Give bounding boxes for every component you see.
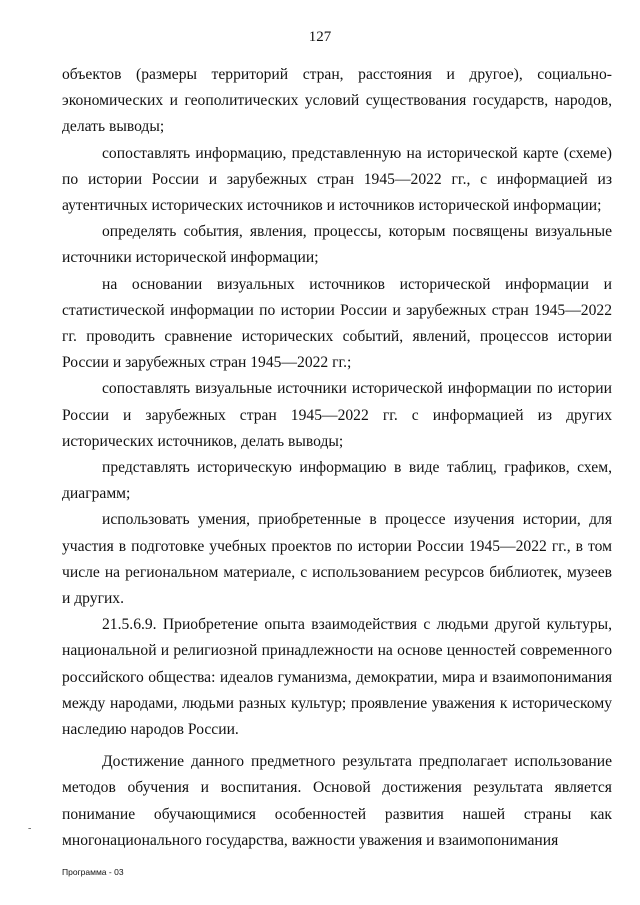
paragraph-compare-map: сопоставлять информацию, представленную на исторической карте (схеме) по истории России и зарубежных стран 1945—2022 гг., с информацией из аутентичных исторических источников и источников исторической информации; (62, 144, 612, 215)
paragraph-define-events: определять события, явления, процессы, которым посвящены визуальные источники исторической информации; (62, 223, 612, 267)
paragraph-present-info: представлять историческую информацию в виде таблиц, графиков, схем, диаграмм; (62, 459, 612, 503)
paragraph-visual-sources: на основании визуальных источников исторической информации и статистической информации по истории России и зарубежных стран 1945—2022 гг. проводить сравнение исторических событий, явлений, процессов истории России и зарубежных стран 1945—2022 гг.; (62, 275, 612, 372)
paragraph-compare-visual: сопоставлять визуальные источники исторической информации по истории России и зарубежных стран 1945—2022 гг. с информацией из других исторических источников, делать выводы; (62, 380, 612, 450)
paragraph-achievement: Достижение данного предметного результата предполагает использование методов обучения и воспитания. Основой достижения результата является понимание обучающимися особенностей развития нашей страны как многонационального государства, важности уважения и взаимопонимания (62, 753, 612, 849)
margin-mark: - (28, 823, 32, 834)
paragraph-section-21-5-6-9: 21.5.6.9. Приобретение опыта взаимодействия с людьми другой культуры, национальной и религиозной принадлежности на основе ценностей современного российского общества: идеалов гуманизма, демократии, мира и взаимопонимания между народами, людьми разных культур; проявление уважения к историческому наследию народов России. (62, 616, 612, 739)
paragraph-continuation: объектов (размеры территорий стран, расстояния и другое), социально-экономических и геополитических условий существования государств, народов, делать выводы; (62, 66, 612, 136)
footer-label: Программа - 03 (62, 867, 124, 877)
document-body (62, 62, 612, 854)
paragraph-use-skills: использовать умения, приобретенные в процессе изучения истории, для участия в подготовке учебных проектов по истории России 1945—2022 гг., в том числе на региональном материале, с использованием ресурсов библиотек, музеев и других. (62, 511, 612, 608)
page-number: 127 (308, 29, 332, 45)
